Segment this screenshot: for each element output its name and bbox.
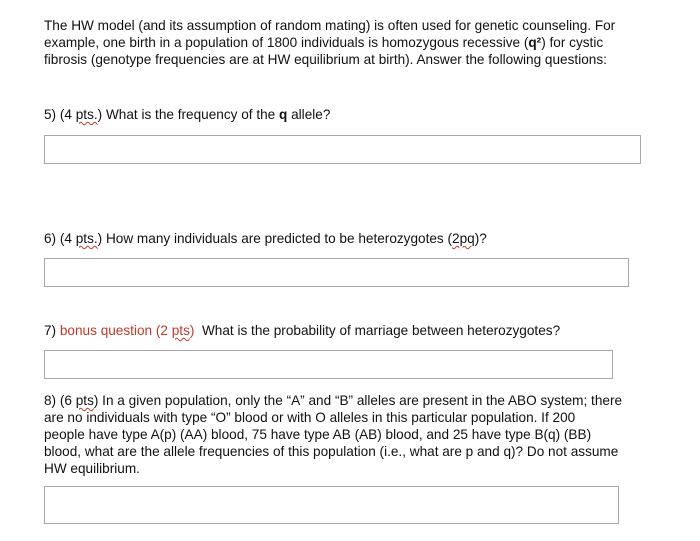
- q8-line-4: blood, what are the allele frequencies of this population (i.e., what are p and q)? Do not assume: [44, 444, 619, 459]
- question-7: 7) bonus question (2 pts) What is the probability of marriage between heterozygotes?: [44, 323, 561, 338]
- pts-abbrev: pts.: [75, 107, 98, 122]
- answer-box-5[interactable]: [44, 135, 641, 164]
- answer-box-6[interactable]: [44, 258, 629, 287]
- pts-abbrev: pts: [171, 323, 190, 338]
- question-8: 8) (6 pts) In a given population, only the “A” and “B” alleles are present in the ABO system; there are no individuals with type “O” blood or with O alleles in this particular population. If 200 people have type A(p) (AA) blood, 75 have type AB (AB) blood, and 25 have type B(q) (BB) blood, what are the allele frequencies of this population (i.e., what are p and q)? Do not assume HW equilibrium.: [44, 392, 656, 477]
- bonus-label: bonus question (2 pts): [59, 323, 195, 338]
- question-5: 5) (4 pts.) What is the frequency of the q allele?: [44, 107, 331, 122]
- q8-line-5: HW equilibrium.: [44, 461, 140, 476]
- q-squared: q²: [528, 35, 542, 50]
- intro-line-1: The HW model (and its assumption of random mating) is often used for genetic counseling. For: [44, 18, 616, 33]
- intro-paragraph: [44, 17, 664, 68]
- pts-abbrev: pts.: [75, 231, 98, 246]
- question-6: 6) (4 pts.) How many individuals are predicted to be heterozygotes (2pq)?: [44, 231, 487, 246]
- q8-line-2: are no individuals with type “O” blood or with O alleles in this particular population. If 200: [44, 410, 576, 425]
- intro-line-2: example, one birth in a population of 1800 individuals is homozygous recessive (q²) for cystic: [44, 35, 604, 50]
- intro-line-3: fibrosis (genotype frequencies are at HW equilibrium at birth). Answer the following questions:: [44, 52, 607, 67]
- answer-box-7[interactable]: [44, 350, 613, 379]
- q8-line-3: people have type A(p) (AA) blood, 75 have type AB (AB) blood, and 25 have type B(q) (BB): [44, 427, 592, 442]
- answer-box-8[interactable]: [44, 486, 619, 524]
- q-allele: q: [279, 107, 288, 122]
- heterozygote-term: 2pq: [452, 231, 475, 246]
- pts-abbrev: pts: [75, 393, 94, 408]
